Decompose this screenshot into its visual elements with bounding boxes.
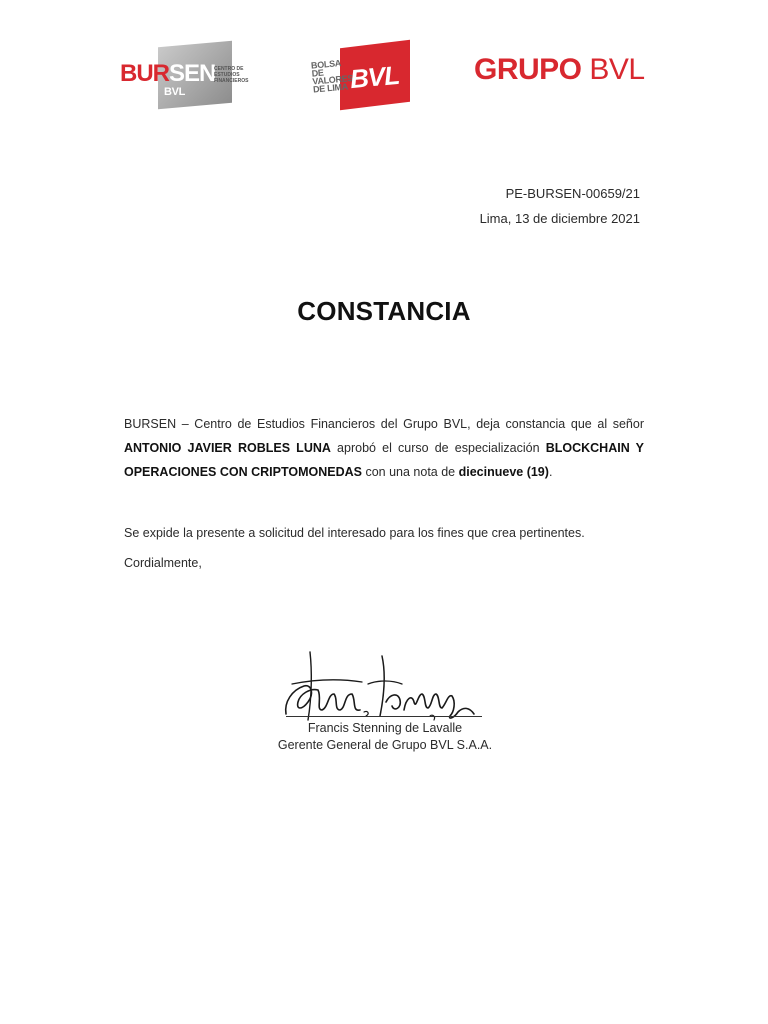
certificate-body <box>124 412 644 484</box>
bursen-logo <box>120 44 250 106</box>
document-reference: PE-BURSEN-00659/21 <box>505 186 640 201</box>
document-title: CONSTANCIA <box>297 296 471 326</box>
bursen-logo-wordmark: BURSEN <box>120 60 216 87</box>
bvl-logo <box>310 44 410 106</box>
body-end: . <box>548 465 553 479</box>
handwritten-signature <box>282 650 482 724</box>
grade: diecinueve (19) <box>458 465 549 479</box>
bursen-logo-bvl: BVL <box>164 86 186 98</box>
bursen-logo-tagline: CENTRO DE ESTUDIOS FINANCIEROS <box>214 66 249 84</box>
signature-line <box>286 716 482 717</box>
bvl-logo-wordmark: BVL <box>348 59 401 95</box>
signatory-name: Francis Stenning de Lavalle <box>307 721 463 735</box>
issued-statement: Se expide la presente a solicitud del interesado para los fines que crea pertinentes. <box>124 526 585 540</box>
document-date: Lima, 13 de diciembre 2021 <box>479 211 640 226</box>
grupo-bvl-logo <box>474 55 645 85</box>
grupo-logo-grupo: GRUPO <box>474 53 582 86</box>
signatory-role: Gerente General de Grupo BVL S.A.A. <box>277 738 493 752</box>
body-intro: BURSEN – Centro de Estudios Financieros del Grupo BVL, deja constancia que al señor <box>124 417 644 431</box>
bvl-logo-bolsa-text: BOLSA DE VALORES DE LIMA <box>310 58 354 95</box>
course-name: BLOCKCHAIN Y OPERACIONES CON CRIPTOMONEDAS <box>124 441 645 479</box>
closing-salutation: Cordialmente, <box>124 556 202 570</box>
body-mid2: con una nota de <box>362 465 459 479</box>
body-mid1: aprobó el curso de especialización <box>330 441 546 455</box>
student-name: ANTONIO JAVIER ROBLES LUNA <box>124 441 331 455</box>
grupo-logo-bvl: BVL <box>589 53 645 86</box>
